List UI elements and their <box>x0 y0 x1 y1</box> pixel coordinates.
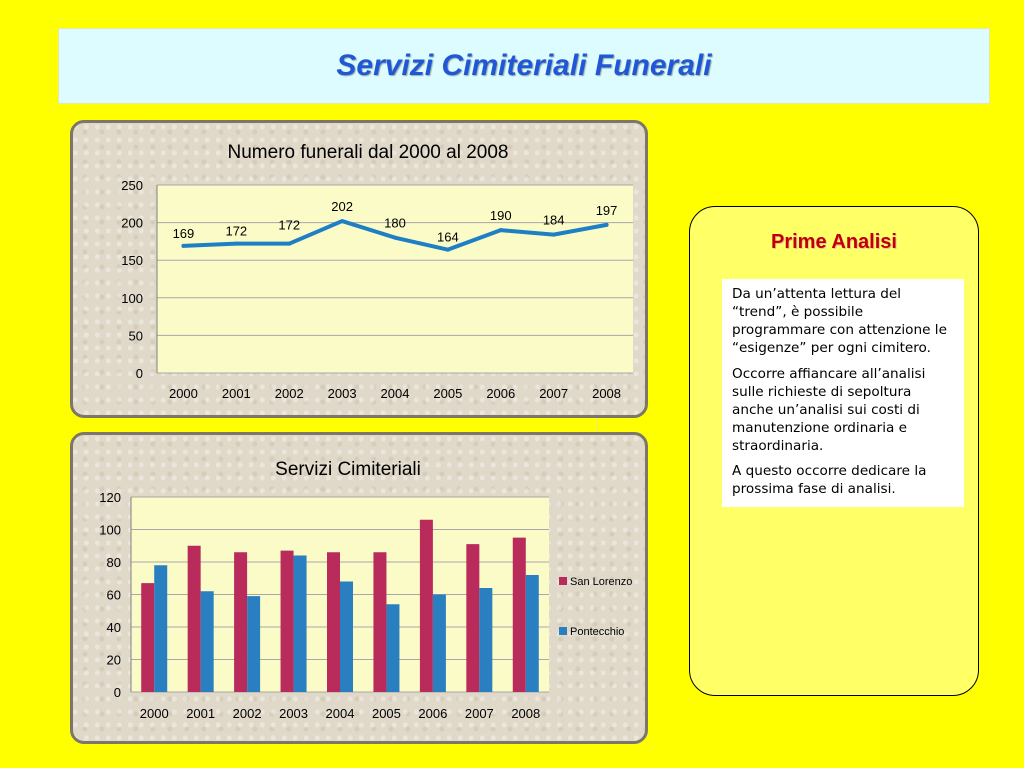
x-tick-label: 2006 <box>486 386 516 401</box>
bar-san-lorenzo <box>373 552 386 692</box>
y-tick-label: 40 <box>106 620 121 635</box>
data-point <box>499 228 503 232</box>
x-tick-label: 2006 <box>418 706 448 721</box>
bar-san-lorenzo <box>234 552 247 692</box>
bar-san-lorenzo <box>327 552 340 692</box>
bar-pontecchio <box>294 556 307 693</box>
x-tick-label: 2000 <box>139 706 169 721</box>
bar-san-lorenzo <box>513 538 526 692</box>
x-tick-label: 2001 <box>221 386 251 401</box>
analysis-card <box>689 206 979 696</box>
bar-pontecchio <box>247 596 260 692</box>
x-tick-label: 2008 <box>511 706 541 721</box>
y-tick-label: 50 <box>128 328 143 344</box>
x-tick-label: 2007 <box>464 706 494 721</box>
data-label: 169 <box>172 225 195 241</box>
x-tick-label: 2005 <box>371 706 401 721</box>
y-tick-label: 120 <box>99 490 121 505</box>
data-point <box>552 233 556 237</box>
y-tick-label: 150 <box>121 253 143 269</box>
y-tick-label: 60 <box>106 587 121 603</box>
x-tick-label: 2003 <box>279 706 309 721</box>
bar-pontecchio <box>201 591 214 692</box>
y-tick-label: 100 <box>121 290 143 306</box>
bar-san-lorenzo <box>466 544 479 692</box>
chart-title: Servizi Cimiteriali <box>275 459 421 480</box>
analysis-paragraph: Da un’attenta lettura del “trend”, è possibile programmare con attenzione le “esigenze” per ogni cimitero. <box>732 286 947 356</box>
data-label: 172 <box>278 217 301 233</box>
y-tick-label: 80 <box>106 555 121 570</box>
bar-san-lorenzo <box>420 520 433 692</box>
data-point <box>340 219 344 223</box>
data-point <box>181 244 185 248</box>
bar-san-lorenzo <box>281 551 294 692</box>
y-tick-label: 20 <box>106 652 121 668</box>
analysis-text-box <box>722 279 964 507</box>
legend-label: San Lorenzo <box>570 576 633 588</box>
data-label: 184 <box>542 212 565 228</box>
x-tick-label: 2004 <box>380 386 410 401</box>
legend-swatch <box>559 577 567 585</box>
slide-title: Servizi Cimiteriali Funerali <box>336 49 712 82</box>
data-point <box>605 223 609 227</box>
data-point <box>446 248 450 252</box>
line-chart <box>73 123 645 415</box>
data-point <box>234 242 238 246</box>
x-tick-label: 2007 <box>539 386 569 401</box>
x-tick-label: 2005 <box>433 386 463 401</box>
data-label: 202 <box>331 199 353 215</box>
data-label: 172 <box>225 223 248 239</box>
legend-swatch <box>559 627 567 635</box>
data-point <box>287 242 291 246</box>
y-tick-label: 250 <box>121 178 143 193</box>
data-label: 180 <box>384 215 406 231</box>
bar-chart <box>73 435 645 741</box>
bar-pontecchio <box>479 588 492 692</box>
line-chart-panel <box>70 120 648 418</box>
y-tick-label: 100 <box>99 522 121 538</box>
chart-title: Numero funerali dal 2000 al 2008 <box>227 142 509 163</box>
x-tick-label: 2004 <box>325 706 355 721</box>
data-label: 197 <box>595 202 618 218</box>
y-tick-label: 200 <box>121 215 143 231</box>
y-tick-label: 0 <box>113 685 121 700</box>
bar-pontecchio <box>526 575 539 692</box>
x-tick-label: 2001 <box>186 706 216 721</box>
bar-san-lorenzo <box>141 583 154 692</box>
y-tick-label: 0 <box>135 366 143 381</box>
x-tick-label: 2000 <box>168 386 198 401</box>
x-tick-label: 2008 <box>592 386 622 401</box>
analysis-heading: Prime Analisi <box>771 231 897 253</box>
data-label: 164 <box>437 229 459 245</box>
x-tick-label: 2002 <box>232 706 262 721</box>
analysis-paragraph: A questo occorre dedicare la prossima fase di analisi. <box>732 463 927 498</box>
data-label: 190 <box>489 208 512 224</box>
bar-san-lorenzo <box>188 546 201 692</box>
x-tick-label: 2003 <box>327 386 357 401</box>
legend-label: Pontecchio <box>570 626 625 638</box>
data-point <box>393 236 397 240</box>
bar-chart-panel <box>70 432 648 744</box>
bar-pontecchio <box>433 595 446 693</box>
analysis-paragraph: Occorre affiancare all’analisi sulle richieste di sepoltura anche un’analisi sui costi di manutenzione ordinaria e straordinaria. <box>732 365 926 454</box>
x-tick-label: 2002 <box>274 386 304 401</box>
title-banner <box>58 28 990 104</box>
bar-pontecchio <box>340 582 353 693</box>
bar-pontecchio <box>154 565 167 692</box>
bar-pontecchio <box>386 604 399 692</box>
